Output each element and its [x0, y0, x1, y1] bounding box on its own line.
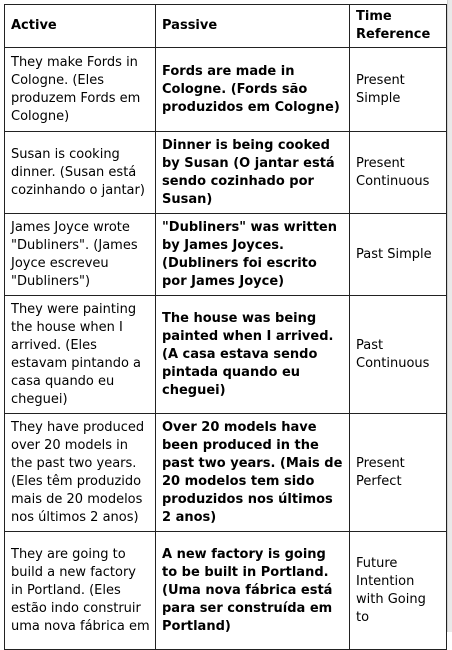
table-row — [5, 414, 447, 532]
header-time-reference: Time Reference — [350, 5, 447, 48]
time-cell: Present Continuous — [350, 132, 447, 214]
time-cell: Present Perfect — [350, 414, 447, 532]
time-cell: Past Continuous — [350, 296, 447, 414]
header-passive: Passive — [156, 5, 350, 48]
active-cell: James Joyce wrote "Dubliners". (James Joyce escreveu "Dubliners") — [5, 214, 156, 296]
passive-cell: A new factory is going to be built in Portland. (Uma nova fábrica está para ser construída em Portland) — [156, 532, 350, 650]
table-row — [5, 48, 447, 132]
active-cell: They make Fords in Cologne. (Eles produzem Fords em Cologne) — [5, 48, 156, 132]
time-cell: Present Simple — [350, 48, 447, 132]
grammar-table — [4, 4, 447, 650]
time-cell: Future Intention with Going to — [350, 532, 447, 650]
active-cell: Susan is cooking dinner. (Susan está cozinhando o jantar) — [5, 132, 156, 214]
passive-cell: The house was being painted when I arrived. (A casa estava sendo pintada quando eu cheguei) — [156, 296, 350, 414]
time-cell: Past Simple — [350, 214, 447, 296]
active-cell: They have produced over 20 models in the past two years. (Eles têm produzido mais de 20 modelos nos últimos 2 anos) — [5, 414, 156, 532]
passive-cell: Dinner is being cooked by Susan (O jantar está sendo cozinhado por Susan) — [156, 132, 350, 214]
table-row — [5, 214, 447, 296]
table-row — [5, 132, 447, 214]
passive-cell: "Dubliners" was written by James Joyces. (Dubliners foi escrito por James Joyce) — [156, 214, 350, 296]
passive-cell: Over 20 models have been produced in the past two years. (Mais de 20 modelos tem sido produzidos nos últimos 2 anos) — [156, 414, 350, 532]
header-row — [5, 5, 447, 48]
header-active: Active — [5, 5, 156, 48]
active-cell: They were painting the house when I arrived. (Eles estavam pintando a casa quando eu cheguei) — [5, 296, 156, 414]
passive-cell: Fords are made in Cologne. (Fords são produzidos em Cologne) — [156, 48, 350, 132]
active-cell: They are going to build a new factory in Portland. (Eles estão indo construir uma nova fábrica em — [5, 532, 156, 650]
table-row — [5, 296, 447, 414]
vertical-scrollbar[interactable] — [447, 0, 452, 632]
